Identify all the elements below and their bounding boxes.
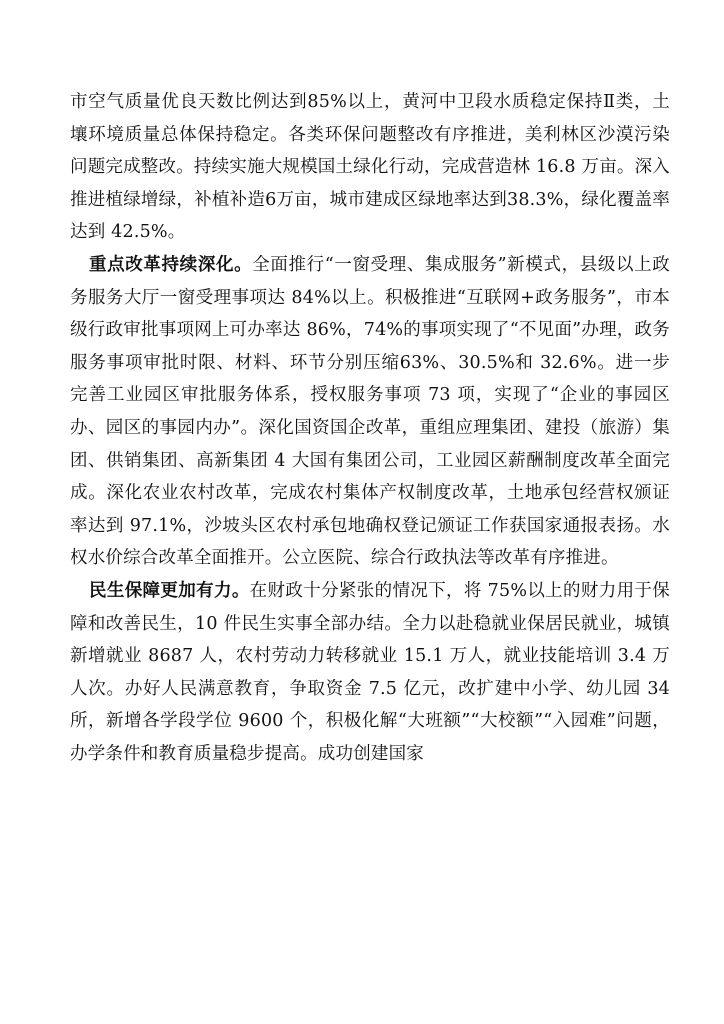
- paragraph-reform: [70, 249, 670, 575]
- paragraph-environment: [70, 86, 670, 249]
- document-page: [70, 86, 670, 770]
- paragraph-lead: 民生保障更加有力。: [89, 580, 250, 601]
- paragraph-text: 市空气质量优良天数比例达到85%以上，黄河中卫段水质稳定保持Ⅱ类，土壤环境质量总体保持稳定。各类环保问题整改有序推进，美利林区沙漠污染问题完成整改。持续实施大规模国土绿化行动，完成营造林 16.8 万亩。深入推进植绿增绿，补植补造6万亩，城市建成区绿地率达到38.3%，绿化覆盖率达到 42.5%。: [70, 92, 670, 243]
- paragraph-text: 全面推行“一窗受理、集成服务”新模式，县级以上政务服务大厅一窗受理事项达 84%以上。积极推进“互联网+政务服务”，市本级行政审批事项网上可办率达 86%，74%的事项实现了“不见面”办理，政务服务事项审批时限、材料、环节分别压缩63%、30.5%和 32.6%。进一步完善工业园区审批服务体系，授权服务事项 73 项，实现了“企业的事园区办、园区的事园内办”。深化国资国企改革，重组应理集团、建投（旅游）集团、供销集团、高新集团 4 大国有集团公司，工业园区薪酬制度改革全面完成。深化农业农村改革，完成农村集体产权制度改革，土地承包经营权颁证率达到 97.1%，沙坡头区农村承包地确权登记颁证工作获国家通报表扬。水权水价综合改革全面推开。公立医院、综合行政执法等改革有序推进。: [70, 254, 670, 569]
- paragraph-text: 在财政十分紧张的情况下，将 75%以上的财力用于保障和改善民生，10 件民生实事全部办结。全力以赴稳就业保居民就业，城镇新增就业 8687 人，农村劳动力转移就业 15.1 万人，就业技能培训 3.4 万人次。办好人民满意教育，争取资金 7.5 亿元，改扩建中小学、幼儿园 34 所，新增各学段学位 9600 个，积极化解“大班额”“大校额”“入园难”问题，办学条件和教育质量稳步提高。成功创建国家: [70, 580, 670, 764]
- paragraph-lead: 重点改革持续深化。: [89, 254, 253, 275]
- paragraph-livelihood: [70, 575, 670, 771]
